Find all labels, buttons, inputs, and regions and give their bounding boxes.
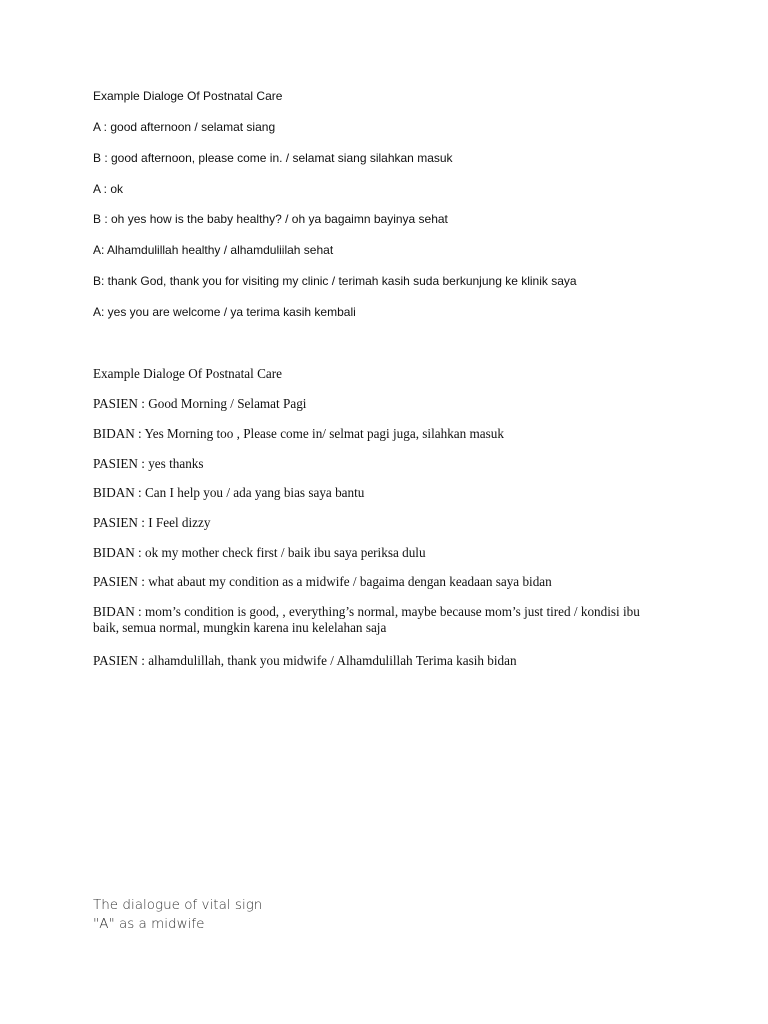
section1-line: B: thank God, thank you for visiting my clinic / terimah kasih suda berkunjung ke klinik saya bbox=[93, 274, 577, 288]
section1-line: A : ok bbox=[93, 182, 124, 196]
section2-line: BIDAN : mom’s condition is good, , everything’s normal, maybe because mom’s just tired / kondisi ibu baik, semua normal, mungkin karena inu kelelahan saja bbox=[93, 604, 640, 635]
section3-title: The dialogue of vital sign bbox=[93, 897, 263, 913]
section3-subtitle: "A" as a midwife bbox=[93, 916, 205, 932]
section2-line: BIDAN : Can I help you / ada yang bias saya bantu bbox=[93, 485, 365, 500]
section1-line: A : good afternoon / selamat siang bbox=[93, 120, 276, 134]
section2-line: PASIEN : alhamdulillah, thank you midwife / Alhamdulillah Terima kasih bidan bbox=[93, 653, 517, 668]
section1-line: B : good afternoon, please come in. / selamat siang silahkan masuk bbox=[93, 151, 453, 165]
section2-line: PASIEN : yes thanks bbox=[93, 456, 204, 471]
section2-line: PASIEN : Good Morning / Selamat Pagi bbox=[93, 396, 307, 411]
section2-title: Example Dialoge Of Postnatal Care bbox=[93, 366, 282, 381]
section1-line: A: yes you are welcome / ya terima kasih kembali bbox=[93, 305, 356, 319]
section1-title: Example Dialoge Of Postnatal Care bbox=[93, 89, 283, 103]
section1-line: B : oh yes how is the baby healthy? / oh ya bagaimn bayinya sehat bbox=[93, 212, 448, 226]
section2-line: BIDAN : Yes Morning too , Please come in/ selmat pagi juga, silahkan masuk bbox=[93, 426, 504, 441]
section1-line: A: Alhamdulillah healthy / alhamduliilah sehat bbox=[93, 243, 334, 257]
section2-line: PASIEN : I Feel dizzy bbox=[93, 515, 211, 530]
section2-line: PASIEN : what abaut my condition as a midwife / bagaima dengan keadaan saya bidan bbox=[93, 574, 552, 589]
section2-line: BIDAN : ok my mother check first / baik ibu saya periksa dulu bbox=[93, 545, 426, 560]
